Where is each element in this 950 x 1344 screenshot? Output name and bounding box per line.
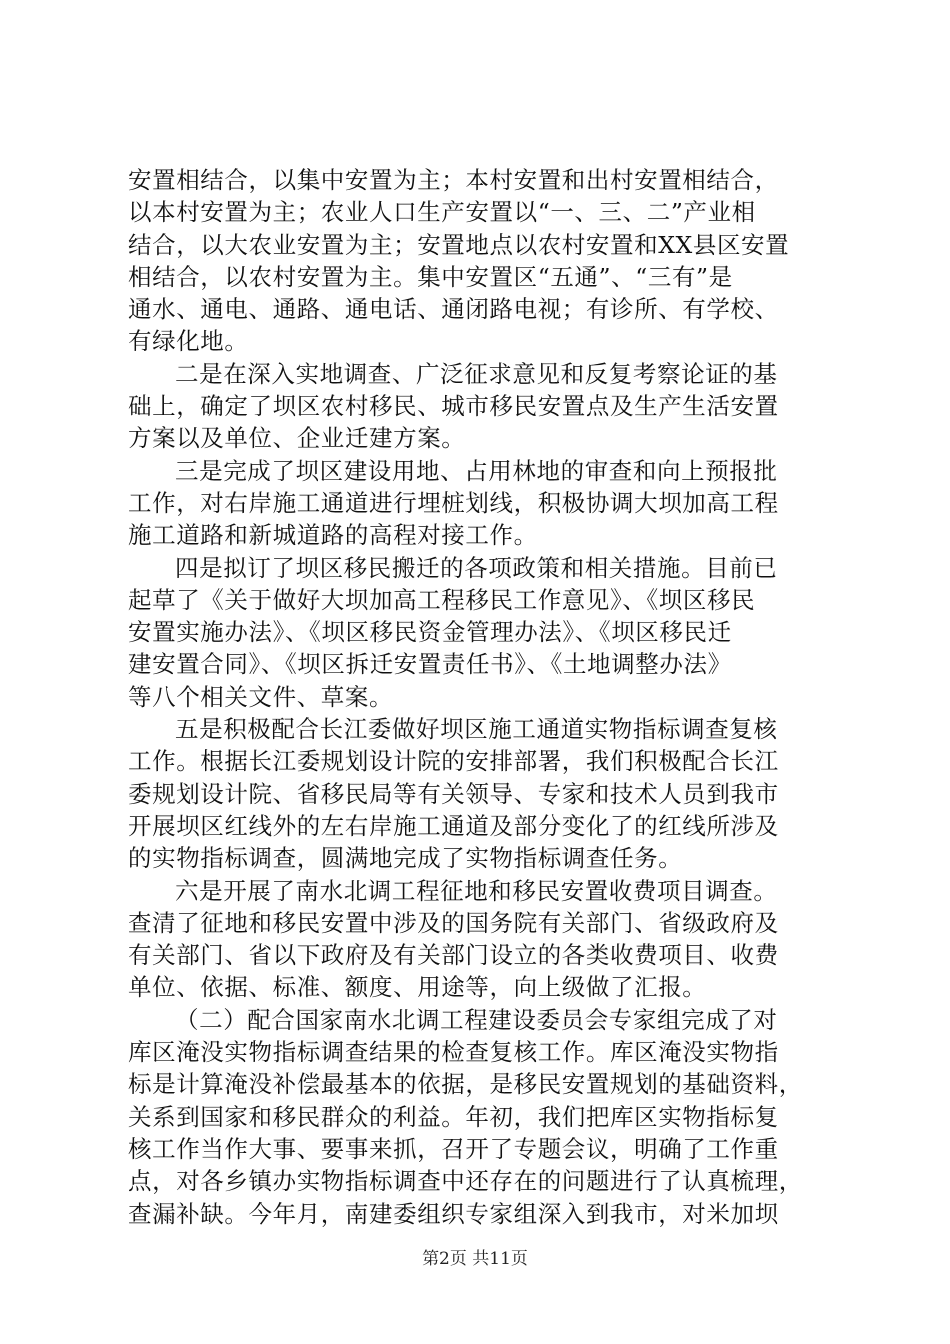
text-line: 点，对各乡镇办实物指标调查中还存在的问题进行了认真梳理，	[128, 1167, 803, 1196]
text-line: 结合，以大农业安置为主；安置地点以农村安置和XX县区安置	[128, 230, 790, 259]
text-line: 开展坝区红线外的左右岸施工通道及部分变化了的红线所涉及	[128, 811, 779, 840]
text-line: 起草了《关于做好大坝加高工程移民工作意见》、《坝区移民	[128, 585, 756, 614]
text-line: 关系到国家和移民群众的利益。年初，我们把库区实物指标复	[128, 1102, 779, 1131]
page-number-footer: 第2页 共11页	[422, 1249, 528, 1269]
text-line: 建安置合同》、《坝区拆迁安置责任书》、《土地调整办法》	[128, 650, 732, 679]
text-line: 查清了征地和移民安置中涉及的国务院有关部门、省级政府及	[128, 908, 779, 937]
text-line: （二）配合国家南水北调工程建设委员会专家组完成了对	[175, 1005, 778, 1034]
paragraph-item-4	[128, 552, 830, 713]
paragraph-resettlement-principles	[128, 164, 830, 358]
text-line: 的实物指标调查，圆满地完成了实物指标调查任务。	[128, 844, 683, 873]
text-line: 有关部门、省以下政府及有关部门设立的各类收费项目、收费	[128, 941, 779, 970]
text-line: 方案以及单位、企业迁建方案。	[128, 424, 466, 453]
text-line: 二是在深入实地调查、广泛征求意见和反复考察论证的基	[175, 359, 778, 388]
paragraph-item-6	[128, 875, 830, 1004]
text-line: 以本村安置为主；农业人口生产安置以“一、三、二”产业相	[128, 198, 756, 227]
paragraph-section-2	[128, 1004, 830, 1230]
text-line: 通水、通电、通路、通电话、通闭路电视；有诊所、有学校、	[128, 295, 779, 324]
text-line: 工作，对右岸施工通道进行埋桩划线，积极协调大坝加高工程	[128, 488, 779, 517]
text-line: 有绿化地。	[128, 327, 249, 356]
text-line: 六是开展了南水北调工程征地和移民安置收费项目调查。	[175, 876, 778, 905]
text-line: 础上，确定了坝区农村移民、城市移民安置点及生产生活安置	[128, 392, 779, 421]
text-line: 三是完成了坝区建设用地、占用林地的审查和向上预报批	[175, 456, 778, 485]
text-line: 相结合，以农村安置为主。集中安置区“五通”、“三有”是	[128, 262, 733, 291]
text-line: 标是计算淹没补偿最基本的依据，是移民安置规划的基础资料，	[128, 1070, 803, 1099]
paragraph-item-5	[128, 713, 830, 874]
text-line: 安置相结合，以集中安置为主；本村安置和出村安置相结合，	[128, 166, 779, 194]
text-line: 施工道路和新城道路的高程对接工作。	[128, 521, 538, 550]
text-line: 工作。根据长江委规划设计院的安排部署，我们积极配合长江	[128, 747, 779, 776]
text-line: 查漏补缺。今年月，南建委组织专家组深入到我市，对米加坝	[128, 1199, 779, 1228]
text-line: 库区淹没实物指标调查结果的检查复核工作。库区淹没实物指	[128, 1038, 779, 1067]
text-line: 单位、依据、标准、额度、用途等，向上级做了汇报。	[128, 973, 707, 1002]
text-line: 核工作当作大事、要事来抓，召开了专题会议，明确了工作重	[128, 1134, 779, 1163]
paragraph-item-3	[128, 455, 830, 552]
text-line: 等八个相关文件、草案。	[128, 682, 394, 711]
text-line: 安置实施办法》、《坝区移民资金管理办法》、《坝区移民迁	[128, 618, 732, 647]
text-line: 四是拟订了坝区移民搬迁的各项政策和相关措施。目前已	[175, 553, 778, 582]
paragraph-item-2	[128, 358, 830, 455]
document-body	[128, 164, 830, 1230]
text-line: 五是积极配合长江委做好坝区施工通道实物指标调查复核	[175, 715, 778, 744]
text-line: 委规划设计院、省移民局等有关领导、专家和技术人员到我市	[128, 779, 779, 808]
